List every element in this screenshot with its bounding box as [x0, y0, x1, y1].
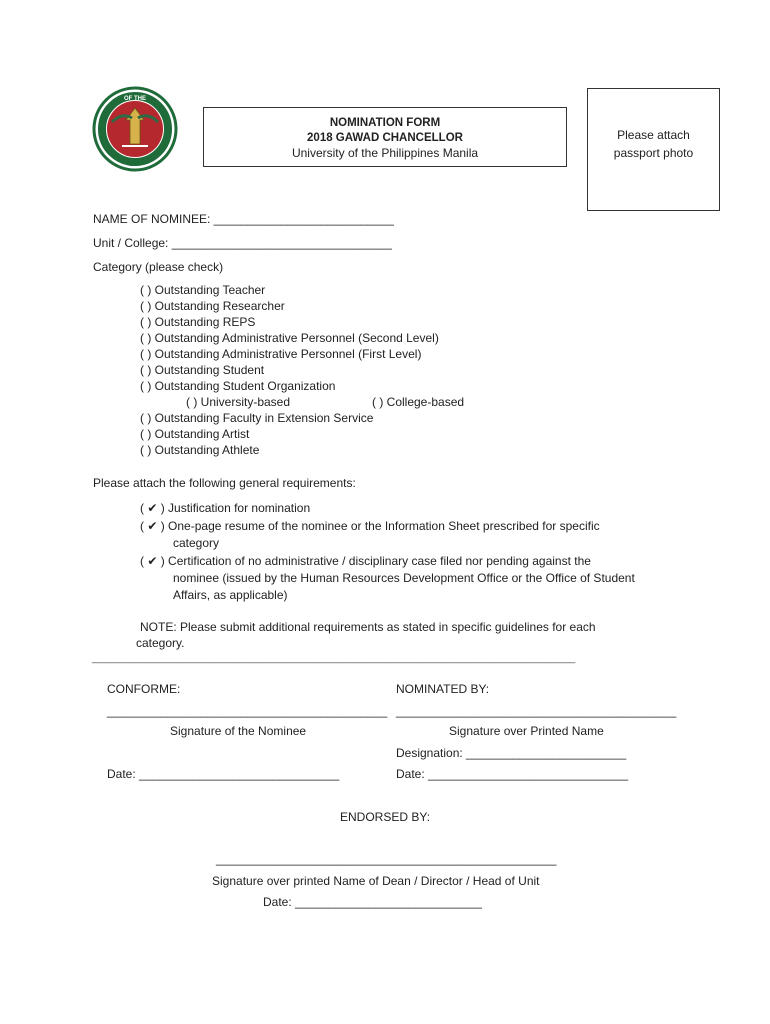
nominator-signature-label: Signature over Printed Name — [449, 724, 604, 738]
endorser-signature-label: Signature over printed Name of Dean / Director / Head of Unit — [212, 874, 540, 888]
svg-text:OF THE: OF THE — [124, 96, 146, 102]
section-separator: _______________________________________________________________________________ — [92, 652, 576, 664]
form-title-box — [203, 107, 567, 167]
endorser-signature-line[interactable]: ___________________________________________________ — [216, 852, 557, 866]
nominated-by-label: NOMINATED BY: — [396, 682, 490, 696]
photo-note-line1: Please attach — [617, 128, 690, 142]
nominated-date-field[interactable]: Date: ______________________________ — [396, 767, 629, 781]
category-artist[interactable]: ( ) Outstanding Artist — [140, 427, 250, 441]
up-seal-logo — [92, 86, 178, 172]
requirement-resume: ( ✔ ) One-page resume of the nominee or the Information Sheet prescribed for specific — [140, 519, 600, 533]
photo-note-line2: passport photo — [613, 146, 694, 160]
requirement-certification-cont1: nominee (issued by the Human Resources Development Office or the Office of Student — [173, 571, 635, 585]
nominator-signature-line[interactable]: __________________________________________ — [396, 704, 677, 718]
nominee-signature-label: Signature of the Nominee — [170, 724, 307, 738]
category-athlete[interactable]: ( ) Outstanding Athlete — [140, 443, 260, 457]
note-line2: category. — [136, 636, 185, 650]
nominee-signature-line[interactable]: __________________________________________ — [107, 704, 388, 718]
requirements-intro: Please attach the following general requirements: — [93, 476, 356, 490]
university-name: University of the Philippines Manila — [291, 146, 479, 160]
category-researcher[interactable]: ( ) Outstanding Researcher — [140, 299, 285, 313]
endorsed-by-label: ENDORSED BY: — [340, 810, 431, 824]
svg-text:1905: 1905 — [129, 162, 141, 168]
passport-photo-box — [587, 88, 720, 211]
conforme-label: CONFORME: — [107, 682, 181, 696]
category-prompt: Category (please check) — [93, 260, 224, 274]
requirement-certification: ( ✔ ) Certification of no administrative / disciplinary case filed nor pending against the — [140, 554, 591, 568]
category-teacher[interactable]: ( ) Outstanding Teacher — [140, 283, 266, 297]
suboption-university[interactable]: ( ) University-based — [186, 395, 291, 409]
category-reps[interactable]: ( ) Outstanding REPS — [140, 315, 256, 329]
category-student-org[interactable]: ( ) Outstanding Student Organization — [140, 379, 336, 393]
unit-college-field[interactable]: Unit / College: _________________________________ — [93, 236, 392, 250]
requirement-certification-cont2: Affairs, as applicable) — [173, 588, 288, 602]
requirement-justification: ( ✔ ) Justification for nomination — [140, 501, 311, 515]
category-extension[interactable]: ( ) Outstanding Faculty in Extension Service — [140, 411, 374, 425]
award-title: 2018 GAWAD CHANCELLOR — [307, 132, 463, 144]
endorsed-date-field[interactable]: Date: ____________________________ — [263, 895, 482, 909]
conforme-date-field[interactable]: Date: ______________________________ — [107, 767, 340, 781]
category-admin-second[interactable]: ( ) Outstanding Administrative Personnel (Second Level) — [140, 331, 439, 345]
category-admin-first[interactable]: ( ) Outstanding Administrative Personnel (First Level) — [140, 347, 422, 361]
requirement-resume-cont: category — [173, 536, 220, 550]
category-student[interactable]: ( ) Outstanding Student — [140, 363, 265, 377]
suboption-college[interactable]: ( ) College-based — [372, 395, 465, 409]
note-line1: NOTE: Please submit additional requirements as stated in specific guidelines for each — [140, 620, 596, 634]
designation-field[interactable]: Designation: ________________________ — [396, 746, 627, 760]
nominee-name-field[interactable]: NAME OF NOMINEE: ___________________________ — [93, 212, 394, 226]
form-title: NOMINATION FORM — [329, 117, 441, 129]
